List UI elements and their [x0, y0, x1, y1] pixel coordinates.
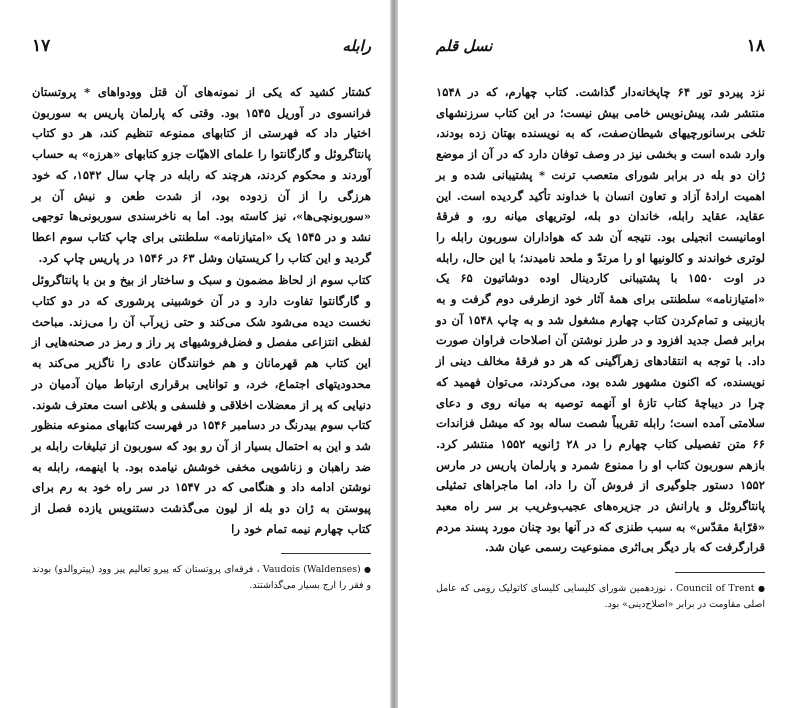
- footnote-text: Vaudois (Waldenses) ، فرقه‌ای پروتستان که پیرو تعالیم پیر وود (پیتروالدو) بودند و فقر را ارج بسیار می‌گذاشتند.: [32, 564, 371, 592]
- paragraph: نزد پیردو تور ۶۴ چاپخانه‌دار گذاشت. کتاب چهارم، که در ۱۵۴۸ منتشر شد، پیش‌نویس خامی بیش نیست؛ در این کتاب سرزنشهای تلخی برسانورچیهای شیطان‌صفت، که به نویسنده بهتان زده بودند، وارد شده است و بخشی نیز در وصف توفان دارد که در آن از موضع ژان دو بله در برابر شورای متعصب ترنت * پشتیبانی شده و بر اهمیت ارادهٔ آزاد و تعاون انسان با خداوند تأکید گردیده است. این عقاید، عقاید رابله، خاندان دو بله، لوتریهای میانه رو، و فرقهٔ اومانیست انجیلی بود. نتیجه آن شد که هواداران سوربون رابله را لوتری خواندند و کالونیها او را مرتدّ و ملحد نامیدند؛ با این حال، رابله در اوت ۱۵۵۰ با پشتیبانی کاردینال اوده دوشاتیون ۶۵ یک «امتیازنامه» سلطنتی برای همهٔ آثار خود ازطرفی دوم گرفت و به بازبینی و تمام‌کردن کتاب چهارم مشغول شد و به چاپ ۱۵۴۸ آن دو برابر فصل جدید افزود و در طرز نوشتن آن اصلاحات فراوان صورت داد. با توجه به انتقادهای زهرآگینی که هر دو فرقهٔ مخالف دینی از نویسنده، که اکنون مشهور شده بود، می‌کردند، می‌توان فهمید که چرا در دیباچهٔ کتاب تازهٔ او آنهمه توصیه به میانه روی و دعای سلامتی آمده است؛ رابله تقریباً شصت ساله بود که میشل فزاندات ۶۶ متن تفصیلی کتاب چهارم را در ۲۸ ژانویه ۱۵۵۲ منتشر کرد. بازهم سوربون کتاب او را ممنوع شمرد و پارلمان پاریس در مارس ۱۵۵۲ دستور جلوگیری از فروش آن را داد، اما ماجراهای تمثیلی پانتاگروئل و یارانش در جزیره‌های عجیب‌وغریب بر سر راه معبد «قرّابهٔ مقدّس» به سبب طنزی که در آنها بود چنان مورد پسند مردم قرارگرفت که بار دیگر بی‌اثری ممنوعیت رسمی عیان شد.: [436, 85, 765, 555]
- bullet-icon: ●: [364, 565, 372, 575]
- right-page: [398, 0, 793, 708]
- right-page-header: [436, 36, 765, 56]
- right-page-body: [436, 82, 765, 558]
- left-page-header: [32, 36, 371, 56]
- running-title: نسل قلم: [436, 37, 493, 55]
- page-number: ۱۷: [32, 36, 51, 56]
- page-number: ۱۸: [746, 36, 765, 56]
- footnote: [32, 562, 371, 594]
- footnote: [436, 581, 765, 613]
- book-gutter: [390, 0, 398, 708]
- footnote-rule: [675, 572, 765, 573]
- footnote-rule: [281, 553, 371, 554]
- running-title: رابله: [342, 37, 371, 55]
- left-page-body: [32, 82, 371, 539]
- left-page: [0, 0, 393, 708]
- footnote-text: Council of Trent ، نوزدهمین شورای کلیسایی کلیسای کاتولیک رومی که عامل اصلی مقاومت در برابر «اصلاح‌دینی» بود.: [436, 583, 765, 611]
- bullet-icon: ●: [758, 584, 765, 594]
- paragraph: کتاب سوم از لحاظ مضمون و سبک و ساختار از بیخ و بن با پانتاگروئل و گارگانتوا تفاوت دارد و در آن خوشبینی پرشوری که در دو کتاب نخست دیده می‌شود شک می‌کند و حتی زیرآب آن را می‌زند. مباحث لفظی انتزاعی مفصل و فضل‌فروشیهای پر راز و رمز در صحنه‌هایی از این کتاب هم قهرمانان و هم خوانندگان عادی را ناگزیر می‌کند به محدودیتهای اجتماع، خرد، و توانایی برقراری ارتباط میان آدمیان در دنیایی که پر از معضلات اخلاقی و فلسفی و بلاغی است معترف شوند. کتاب سوم بیدرنگ در دسامبر ۱۵۴۶ در فهرست کتابهای ممنوعه منظور شد و این به احتمال بسیار از آن رو بود که سوربون از تبلیغات رابله بر ضد راهبان و زناشویی مخفی خوشش نیامده بود. با اینهمه، رابله به نوشتن ادامه داد و هنگامی که در ۱۵۴۷ در سر راه خود به رم برای پیوستن به ژان دو بله از لیون می‌گذشت دستنویس یازده فصل از کتاب چهارم نیمه تمام خود را: [32, 273, 372, 536]
- paragraph: کشتار کشید که یکی از نمونه‌های آن قتل وودواهای * پروتستان فرانسوی در آوریل ۱۵۴۵ بود. وقتی که پارلمان پاریس به سوربون اختیار داد که فهرستی از کتابهای ممنوعه تنظیم کند، هر دو کتاب پانتاگروئل و گارگانتوا را علمای الاهیّات جزو کتابهای «هرزه» به حساب آوردند و محکوم کردند، هرچند که رابله در چاپ سال ۱۵۴۲، که خود هرزگی را از آن زدوده بود، از شدت طعن و نیش آن بر «سوربونچی‌ها»، نیز کاسته بود. اما به ناخرسندی سوربونی‌ها توجهی نشد و در ۱۵۴۵ یک «امتیازنامه» سلطنتی برای چاپ کتاب سوم اعطا گردید و این کتاب را کریستیان وشل ۶۳ در ۱۵۴۶ در پاریس چاپ کرد.: [32, 85, 372, 265]
